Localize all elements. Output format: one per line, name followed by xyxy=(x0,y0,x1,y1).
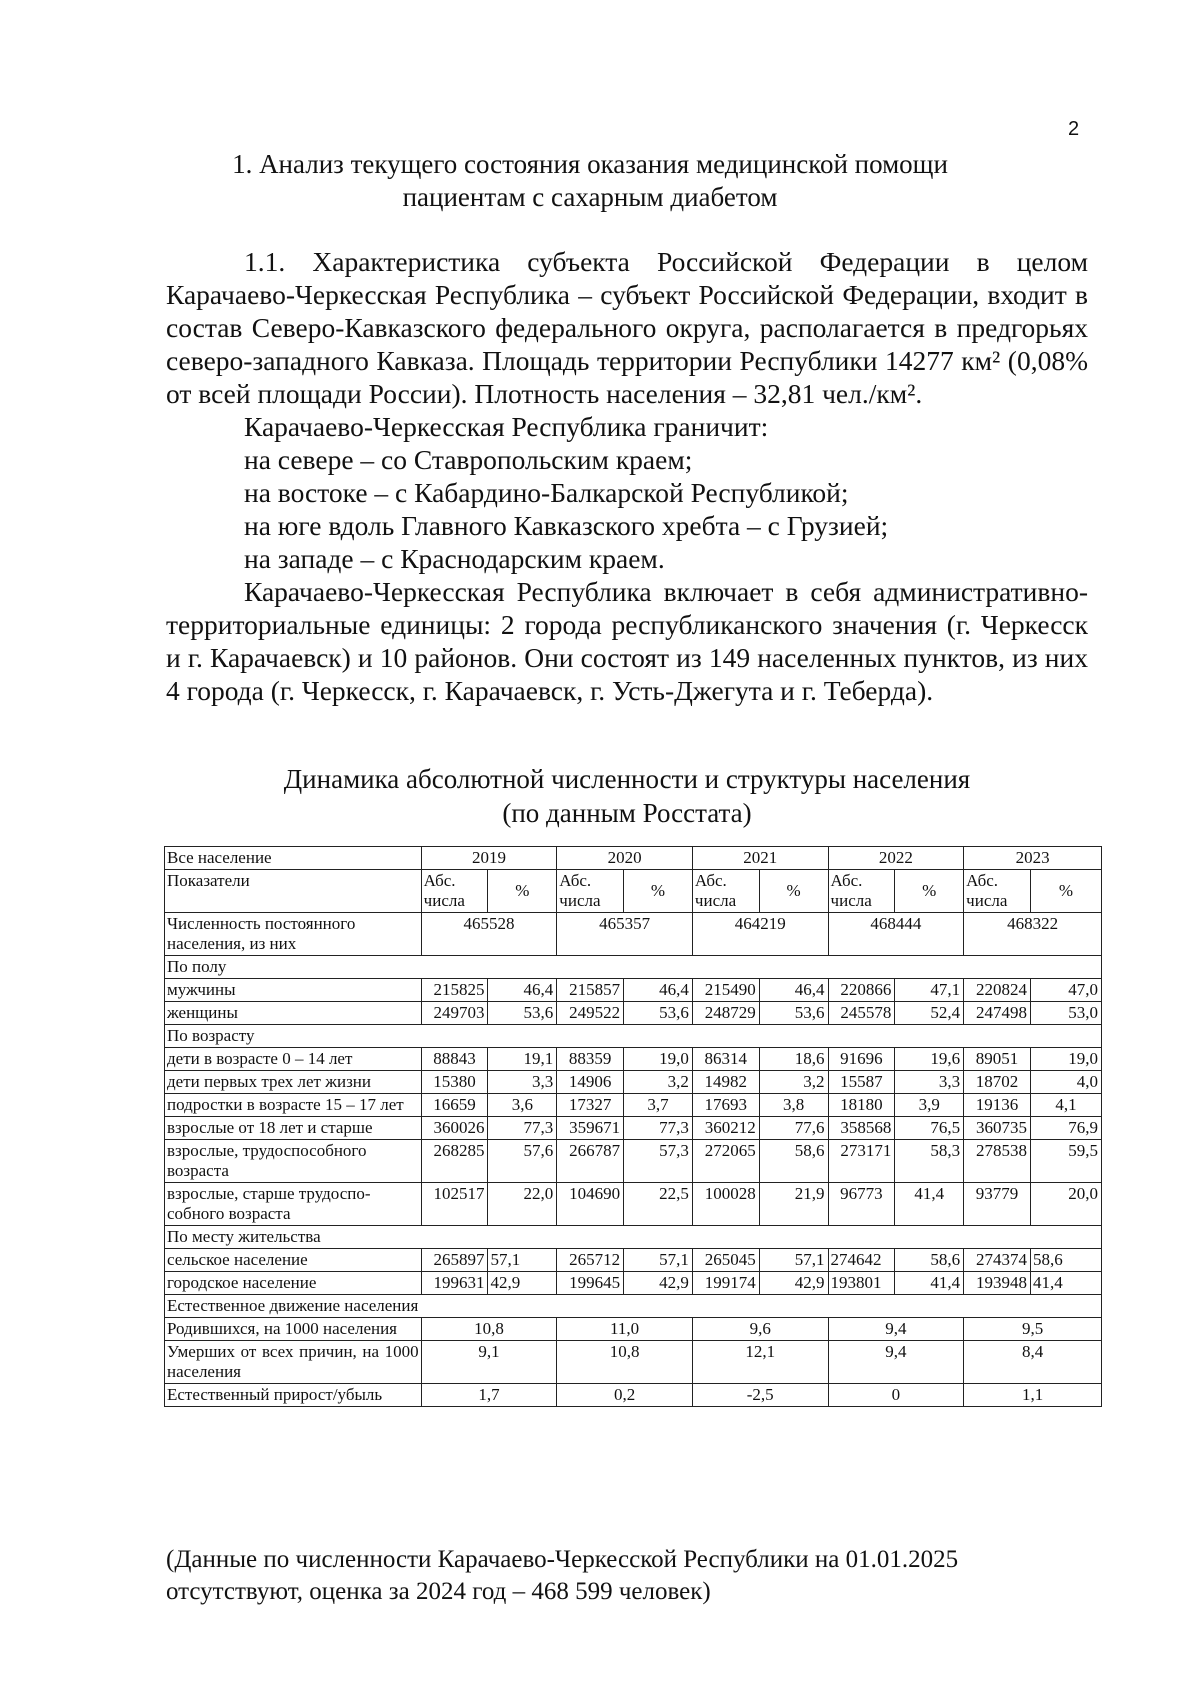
cell-pct: 53,6 xyxy=(759,1002,828,1025)
table-title-line: (по данным Росстата) xyxy=(502,798,752,828)
header-abs-line2: числа xyxy=(966,891,1008,910)
cell-abs: 249703 xyxy=(421,1002,488,1025)
cell-abs: 359671 xyxy=(557,1117,624,1140)
page-number: 2 xyxy=(1068,118,1080,140)
header-abs-line1: Абс. xyxy=(830,871,863,890)
cell-rate: 9,6 xyxy=(692,1318,828,1341)
cell-pct: 77,3 xyxy=(488,1117,557,1140)
cell-abs: 274642 xyxy=(828,1249,895,1272)
table-section-row xyxy=(165,1295,1102,1318)
table-row xyxy=(165,1002,1102,1025)
cell-abs: 18180 xyxy=(828,1094,895,1117)
cell-pct: 57,1 xyxy=(488,1249,557,1272)
total-value: 465357 xyxy=(557,913,693,956)
cell-pct: 41,4 xyxy=(1030,1272,1101,1295)
cell-rate: 10,8 xyxy=(421,1318,557,1341)
header-abs-line2: числа xyxy=(423,891,465,910)
cell-pct: 76,9 xyxy=(1030,1117,1101,1140)
cell-pct: 42,9 xyxy=(624,1272,693,1295)
cell-abs: 14906 xyxy=(557,1071,624,1094)
cell-abs: 91696 xyxy=(828,1048,895,1071)
cell-abs: 88359 xyxy=(557,1048,624,1071)
cell-pct: 4,0 xyxy=(1030,1071,1101,1094)
cell-rate: 9,4 xyxy=(828,1341,964,1384)
cell-pct: 4,1 xyxy=(1030,1094,1101,1117)
cell-pct: 58,6 xyxy=(759,1140,828,1183)
paragraph-administrative-units: Карачаево-Черкесская Республика включает в себя административно-территориальные единицы: 2 города республиканского значения (г. Черкесск и г. Карачаевск) и 10 районов. Они состоят из 149 населенных пунктов, из них 4 города (г. Черкесск, г. Карачаевск, г. Усть-Джегута и г. Теберда). xyxy=(166,576,1088,706)
cell-abs: 360026 xyxy=(421,1117,488,1140)
body-text xyxy=(166,245,1088,707)
cell-pct: 53,0 xyxy=(1030,1002,1101,1025)
row-label: взрослые от 18 лет и старше xyxy=(165,1117,422,1140)
cell-rate: 9,5 xyxy=(964,1318,1102,1341)
cell-pct: 57,1 xyxy=(759,1249,828,1272)
cell-abs: 17693 xyxy=(692,1094,759,1117)
header-abs-line2: числа xyxy=(830,891,872,910)
cell-abs: 215490 xyxy=(692,979,759,1002)
header-abs-line1: Абс. xyxy=(559,871,592,890)
cell-pct: 19,1 xyxy=(488,1048,557,1071)
cell-rate: 0,2 xyxy=(557,1384,693,1407)
cell-pct: 20,0 xyxy=(1030,1183,1101,1226)
cell-rate: 9,1 xyxy=(421,1341,557,1384)
cell-pct: 42,9 xyxy=(488,1272,557,1295)
header-abs xyxy=(557,870,624,913)
cell-abs: 88843 xyxy=(421,1048,488,1071)
cell-abs: 102517 xyxy=(421,1183,488,1226)
cell-abs: 220866 xyxy=(828,979,895,1002)
cell-abs: 104690 xyxy=(557,1183,624,1226)
cell-abs: 16659 xyxy=(421,1094,488,1117)
cell-pct: 3,8 xyxy=(759,1094,828,1117)
cell-pct: 57,6 xyxy=(488,1140,557,1183)
table-row xyxy=(165,1272,1102,1295)
header-pct: % xyxy=(895,870,964,913)
cell-pct: 77,3 xyxy=(624,1117,693,1140)
header-abs-line2: числа xyxy=(559,891,601,910)
total-value: 468444 xyxy=(828,913,964,956)
cell-abs: 199645 xyxy=(557,1272,624,1295)
row-label: сельское население xyxy=(165,1249,422,1272)
cell-pct: 3,3 xyxy=(895,1071,964,1094)
cell-abs: 274374 xyxy=(964,1249,1031,1272)
cell-pct: 53,6 xyxy=(488,1002,557,1025)
cell-pct: 76,5 xyxy=(895,1117,964,1140)
cell-abs: 93779 xyxy=(964,1183,1031,1226)
header-abs-line1: Абс. xyxy=(966,871,999,890)
cell-abs: 249522 xyxy=(557,1002,624,1025)
cell-abs: 215857 xyxy=(557,979,624,1002)
total-value: 464219 xyxy=(692,913,828,956)
cell-abs: 245578 xyxy=(828,1002,895,1025)
table-row xyxy=(165,1384,1102,1407)
cell-pct: 58,3 xyxy=(895,1140,964,1183)
row-label: взрослые, старше трудоспо-собного возраста xyxy=(165,1183,422,1226)
row-label: подростки в возрасте 15 – 17 лет xyxy=(165,1094,422,1117)
cell-abs: 18702 xyxy=(964,1071,1031,1094)
cell-abs: 247498 xyxy=(964,1002,1031,1025)
cell-rate: -2,5 xyxy=(692,1384,828,1407)
row-label: Численность постоянного населения, из них xyxy=(165,913,422,956)
table-row xyxy=(165,1048,1102,1071)
cell-pct: 53,6 xyxy=(624,1002,693,1025)
section-label-residence: По месту жительства xyxy=(165,1226,1102,1249)
cell-pct: 57,1 xyxy=(624,1249,693,1272)
table-row xyxy=(165,1249,1102,1272)
cell-pct: 47,0 xyxy=(1030,979,1101,1002)
header-year: 2020 xyxy=(557,847,693,870)
cell-pct: 59,5 xyxy=(1030,1140,1101,1183)
cell-pct: 52,4 xyxy=(895,1002,964,1025)
cell-pct: 41,4 xyxy=(895,1272,964,1295)
row-label: дети в возрасте 0 – 14 лет xyxy=(165,1048,422,1071)
cell-abs: 86314 xyxy=(692,1048,759,1071)
border-south: на юге вдоль Главного Кавказского хребта – с Грузией; xyxy=(244,510,889,541)
cell-abs: 100028 xyxy=(692,1183,759,1226)
border-west: на западе – с Краснодарским краем. xyxy=(244,543,665,574)
header-cell-all-population: Все население xyxy=(165,847,422,870)
cell-abs: 199174 xyxy=(692,1272,759,1295)
table-title xyxy=(166,762,1088,830)
cell-pct: 3,3 xyxy=(488,1071,557,1094)
cell-pct: 3,6 xyxy=(488,1094,557,1117)
table-section-row xyxy=(165,1025,1102,1048)
section-label-natural-movement: Естественное движение населения xyxy=(165,1295,1102,1318)
cell-abs: 96773 xyxy=(828,1183,895,1226)
cell-rate: 12,1 xyxy=(692,1341,828,1384)
section-title xyxy=(150,148,1030,214)
cell-pct: 3,9 xyxy=(895,1094,964,1117)
cell-pct: 3,7 xyxy=(624,1094,693,1117)
cell-rate: 8,4 xyxy=(964,1341,1102,1384)
section-label-sex: По полу xyxy=(165,956,1102,979)
cell-abs: 268285 xyxy=(421,1140,488,1183)
cell-pct: 46,4 xyxy=(624,979,693,1002)
cell-abs: 265712 xyxy=(557,1249,624,1272)
border-east: на востоке – с Кабардино-Балкарской Республикой; xyxy=(244,477,849,508)
cell-abs: 265045 xyxy=(692,1249,759,1272)
cell-pct: 3,2 xyxy=(759,1071,828,1094)
row-label: городское население xyxy=(165,1272,422,1295)
cell-abs: 193948 xyxy=(964,1272,1031,1295)
table-title-line: Динамика абсолютной численности и структуры населения xyxy=(283,764,971,794)
row-label: взрослые, трудоспособного возраста xyxy=(165,1140,422,1183)
cell-abs: 215825 xyxy=(421,979,488,1002)
table-row xyxy=(165,979,1102,1002)
cell-rate: 11,0 xyxy=(557,1318,693,1341)
cell-abs: 278538 xyxy=(964,1140,1031,1183)
header-cell-indicators: Показатели xyxy=(165,870,422,913)
section-label-age: По возрасту xyxy=(165,1025,1102,1048)
row-label: Родившихся, на 1000 населения xyxy=(165,1318,422,1341)
cell-pct: 19,6 xyxy=(895,1048,964,1071)
cell-pct: 18,6 xyxy=(759,1048,828,1071)
total-value: 465528 xyxy=(421,913,557,956)
table-row-total-population xyxy=(165,913,1102,956)
cell-pct: 19,0 xyxy=(624,1048,693,1071)
header-abs-line1: Абс. xyxy=(694,871,727,890)
border-north: на севере – со Ставропольским краем; xyxy=(244,444,693,475)
total-value: 468322 xyxy=(964,913,1102,956)
table-row xyxy=(165,1071,1102,1094)
header-abs xyxy=(828,870,895,913)
cell-rate: 10,8 xyxy=(557,1341,693,1384)
header-year: 2019 xyxy=(421,847,557,870)
cell-abs: 360735 xyxy=(964,1117,1031,1140)
cell-pct: 46,4 xyxy=(488,979,557,1002)
section-title-line: 1. Анализ текущего состояния оказания медицинской помощи xyxy=(232,149,948,179)
cell-abs: 273171 xyxy=(828,1140,895,1183)
cell-abs: 358568 xyxy=(828,1117,895,1140)
cell-pct: 46,4 xyxy=(759,979,828,1002)
cell-pct: 3,2 xyxy=(624,1071,693,1094)
cell-abs: 199631 xyxy=(421,1272,488,1295)
row-label: мужчины xyxy=(165,979,422,1002)
cell-abs: 272065 xyxy=(692,1140,759,1183)
cell-pct: 41,4 xyxy=(895,1183,964,1226)
table-header-row-years xyxy=(165,847,1102,870)
row-label: Естественный прирост/убыль xyxy=(165,1384,422,1407)
header-abs-line1: Абс. xyxy=(423,871,456,890)
population-note: (Данные по численности Карачаево-Черкесской Республики на 01.01.2025 отсутствуют, оценка за 2024 год – 468 599 человек) xyxy=(166,1546,959,1605)
table-row xyxy=(165,1183,1102,1226)
cell-abs: 248729 xyxy=(692,1002,759,1025)
header-abs xyxy=(692,870,759,913)
cell-abs: 14982 xyxy=(692,1071,759,1094)
cell-abs: 360212 xyxy=(692,1117,759,1140)
cell-abs: 193801 xyxy=(828,1272,895,1295)
cell-pct: 42,9 xyxy=(759,1272,828,1295)
cell-abs: 220824 xyxy=(964,979,1031,1002)
header-year: 2023 xyxy=(964,847,1102,870)
header-abs-line2: числа xyxy=(694,891,737,910)
header-pct: % xyxy=(488,870,557,913)
table-row xyxy=(165,1117,1102,1140)
header-year: 2022 xyxy=(828,847,964,870)
header-year: 2021 xyxy=(692,847,828,870)
cell-rate: 1,7 xyxy=(421,1384,557,1407)
cell-pct: 21,9 xyxy=(759,1183,828,1226)
row-label: дети первых трех лет жизни xyxy=(165,1071,422,1094)
cell-pct: 57,3 xyxy=(624,1140,693,1183)
cell-rate: 1,1 xyxy=(964,1384,1102,1407)
population-table xyxy=(164,846,1102,1407)
cell-pct: 19,0 xyxy=(1030,1048,1101,1071)
cell-pct: 22,5 xyxy=(624,1183,693,1226)
paragraph-characteristics: 1.1. Характеристика субъекта Российской Федерации в целом Карачаево-Черкесская Республика – субъект Российской Федерации, входит в состав Северо-Кавказского федерального округа, располагается в предгорьях северо-западного Кавказа. Площадь территории Республики 14277 км² (0,08% от всей площади России). Плотность населения – 32,81 чел./км². xyxy=(166,246,1088,409)
cell-rate: 0 xyxy=(828,1384,964,1407)
row-label: женщины xyxy=(165,1002,422,1025)
table-row xyxy=(165,1318,1102,1341)
header-abs xyxy=(421,870,488,913)
header-pct: % xyxy=(624,870,693,913)
cell-abs: 19136 xyxy=(964,1094,1031,1117)
header-pct: % xyxy=(1030,870,1101,913)
section-title-line: пациентам с сахарным диабетом xyxy=(402,182,778,212)
header-abs xyxy=(964,870,1031,913)
paragraph-borders-intro: Карачаево-Черкесская Республика граничит: xyxy=(244,411,769,442)
table-header-row-units xyxy=(165,870,1102,913)
table-section-row xyxy=(165,1226,1102,1249)
cell-abs: 15380 xyxy=(421,1071,488,1094)
cell-pct: 58,6 xyxy=(1030,1249,1101,1272)
cell-abs: 89051 xyxy=(964,1048,1031,1071)
cell-abs: 266787 xyxy=(557,1140,624,1183)
cell-rate: 9,4 xyxy=(828,1318,964,1341)
cell-pct: 22,0 xyxy=(488,1183,557,1226)
cell-abs: 15587 xyxy=(828,1071,895,1094)
header-pct: % xyxy=(759,870,828,913)
table-section-row xyxy=(165,956,1102,979)
cell-pct: 47,1 xyxy=(895,979,964,1002)
cell-abs: 17327 xyxy=(557,1094,624,1117)
table-row xyxy=(165,1140,1102,1183)
table-row xyxy=(165,1341,1102,1384)
table-row xyxy=(165,1094,1102,1117)
cell-pct: 58,6 xyxy=(895,1249,964,1272)
row-label: Умерших от всех причин, на 1000 населения xyxy=(165,1341,422,1384)
cell-pct: 77,6 xyxy=(759,1117,828,1140)
cell-abs: 265897 xyxy=(421,1249,488,1272)
